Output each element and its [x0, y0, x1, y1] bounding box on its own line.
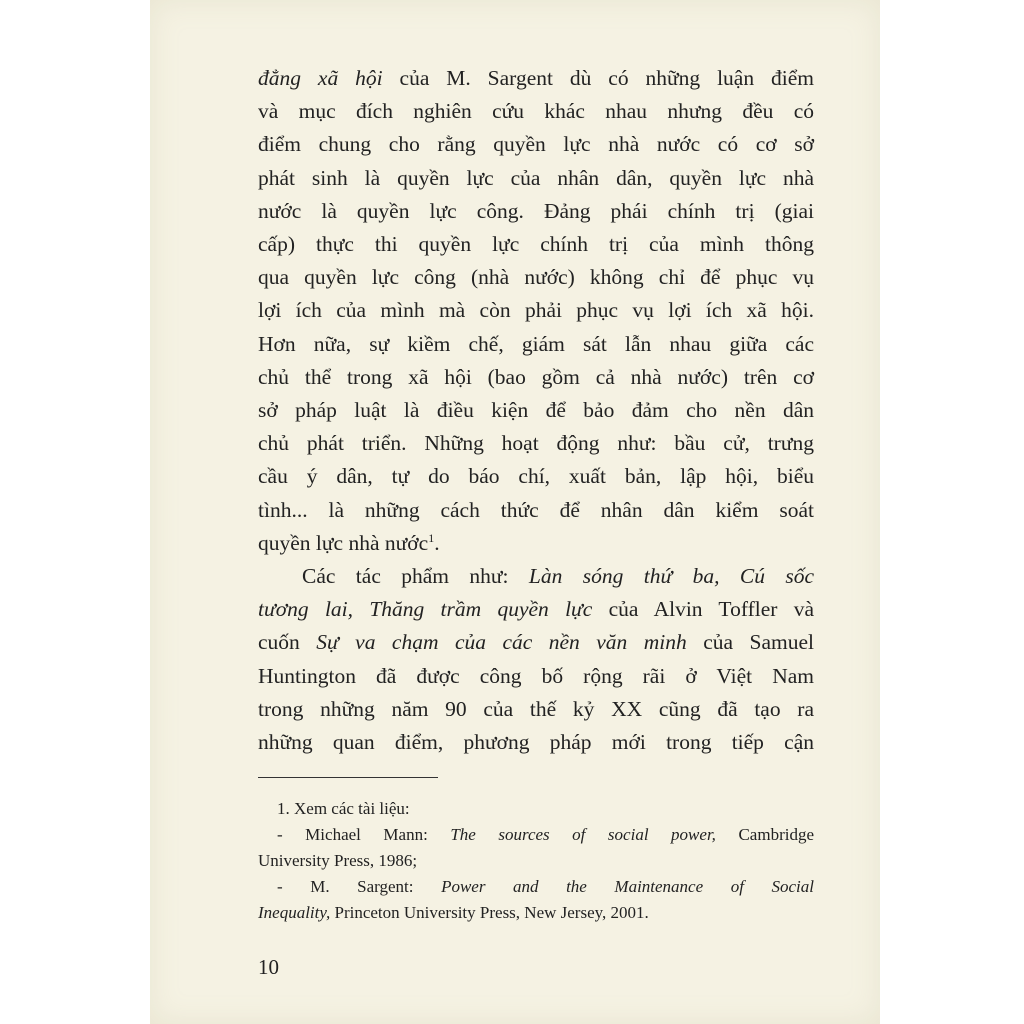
- footnote-divider: [258, 777, 438, 778]
- text-line: chủ phát triển. Những hoạt động như: bầu cử, trưng: [258, 431, 814, 456]
- text-segment: của Alvin Toffler và: [592, 597, 815, 622]
- text-line: cầu ý dân, tự do báo chí, xuất bản, lập hội, biểu: [258, 464, 814, 489]
- footnotes: [258, 796, 814, 926]
- text-segment: của Samuel: [686, 630, 814, 655]
- footnote-line: [258, 874, 814, 900]
- text-segment: Các tác phẩm như:: [302, 564, 529, 589]
- text-segment: - M. Sargent:: [277, 877, 442, 896]
- footnote-line: University Press, 1986;: [258, 851, 418, 870]
- text-line: chủ thể trong xã hội (bao gồm cả nhà nước) trên cơ: [258, 364, 814, 389]
- text-line: Huntington đã được công bố rộng rãi ở Việt Nam: [258, 663, 814, 688]
- book-page: [150, 0, 880, 1024]
- italic-term: đẳng xã hội: [258, 66, 383, 90]
- text-segment: - Michael Mann:: [277, 825, 451, 844]
- text-line: Hơn nữa, sự kiềm chế, giám sát lẫn nhau giữa các: [258, 331, 814, 356]
- text-segment: quyền lực nhà nước: [258, 530, 429, 555]
- text-line: [258, 62, 814, 95]
- text-line: nước là quyền lực công. Đảng phái chính trị (giai: [258, 198, 814, 223]
- text-line: tình... là những cách thức để nhân dân kiểm soát: [258, 497, 814, 522]
- italic-title: The sources of social power,: [450, 825, 716, 844]
- text-line: phát sinh là quyền lực của nhân dân, quyền lực nhà: [258, 165, 814, 190]
- text-line: sở pháp luật là điều kiện để bảo đảm cho nền dân: [258, 398, 814, 423]
- italic-title: Sự va chạm của các nền văn minh: [316, 630, 687, 655]
- text-line: [258, 593, 814, 626]
- text-line: qua quyền lực công (nhà nước) không chỉ để phục vụ: [258, 265, 814, 290]
- footnote-marker[interactable]: 1: [428, 530, 435, 545]
- footnote-line: 1. Xem các tài liệu:: [277, 799, 410, 818]
- text-line: lợi ích của mình mà còn phải phục vụ lợi ích xã hội.: [258, 298, 814, 323]
- italic-title: Inequality,: [258, 903, 331, 922]
- body-text: [258, 62, 814, 759]
- italic-title: tương lai, Thăng trầm quyền lực: [258, 597, 593, 622]
- paragraph-2: [258, 560, 814, 759]
- footnote-line: [258, 900, 814, 926]
- text-line: trong những năm 90 của thế kỷ XX cũng đã tạo ra: [258, 696, 814, 721]
- text-segment: Cambridge: [715, 825, 814, 844]
- text-line: [258, 527, 814, 560]
- italic-title: Power and the Maintenance of Social: [441, 877, 814, 896]
- text-line: cấp) thực thi quyền lực chính trị của mình thông: [258, 232, 814, 257]
- text-line: những quan điểm, phương pháp mới trong tiếp cận: [258, 730, 814, 755]
- text-line: điểm chung cho rằng quyền lực nhà nước có cơ sở: [258, 132, 814, 157]
- text-segment: cuốn: [258, 630, 317, 655]
- paragraph-1: [258, 62, 814, 560]
- text-line: và mục đích nghiên cứu khác nhau nhưng đều có: [258, 99, 814, 124]
- text-line: [258, 626, 814, 659]
- text-segment: Princeton University Press, New Jersey, 2001.: [330, 903, 649, 922]
- text-line: [258, 560, 814, 593]
- page-number: 10: [258, 955, 279, 979]
- text-segment: .: [434, 530, 440, 555]
- text-segment: của M. Sargent dù có những luận điểm: [382, 66, 814, 90]
- italic-title: Làn sóng thứ ba, Cú sốc: [528, 564, 814, 589]
- footnote-line: [258, 822, 814, 848]
